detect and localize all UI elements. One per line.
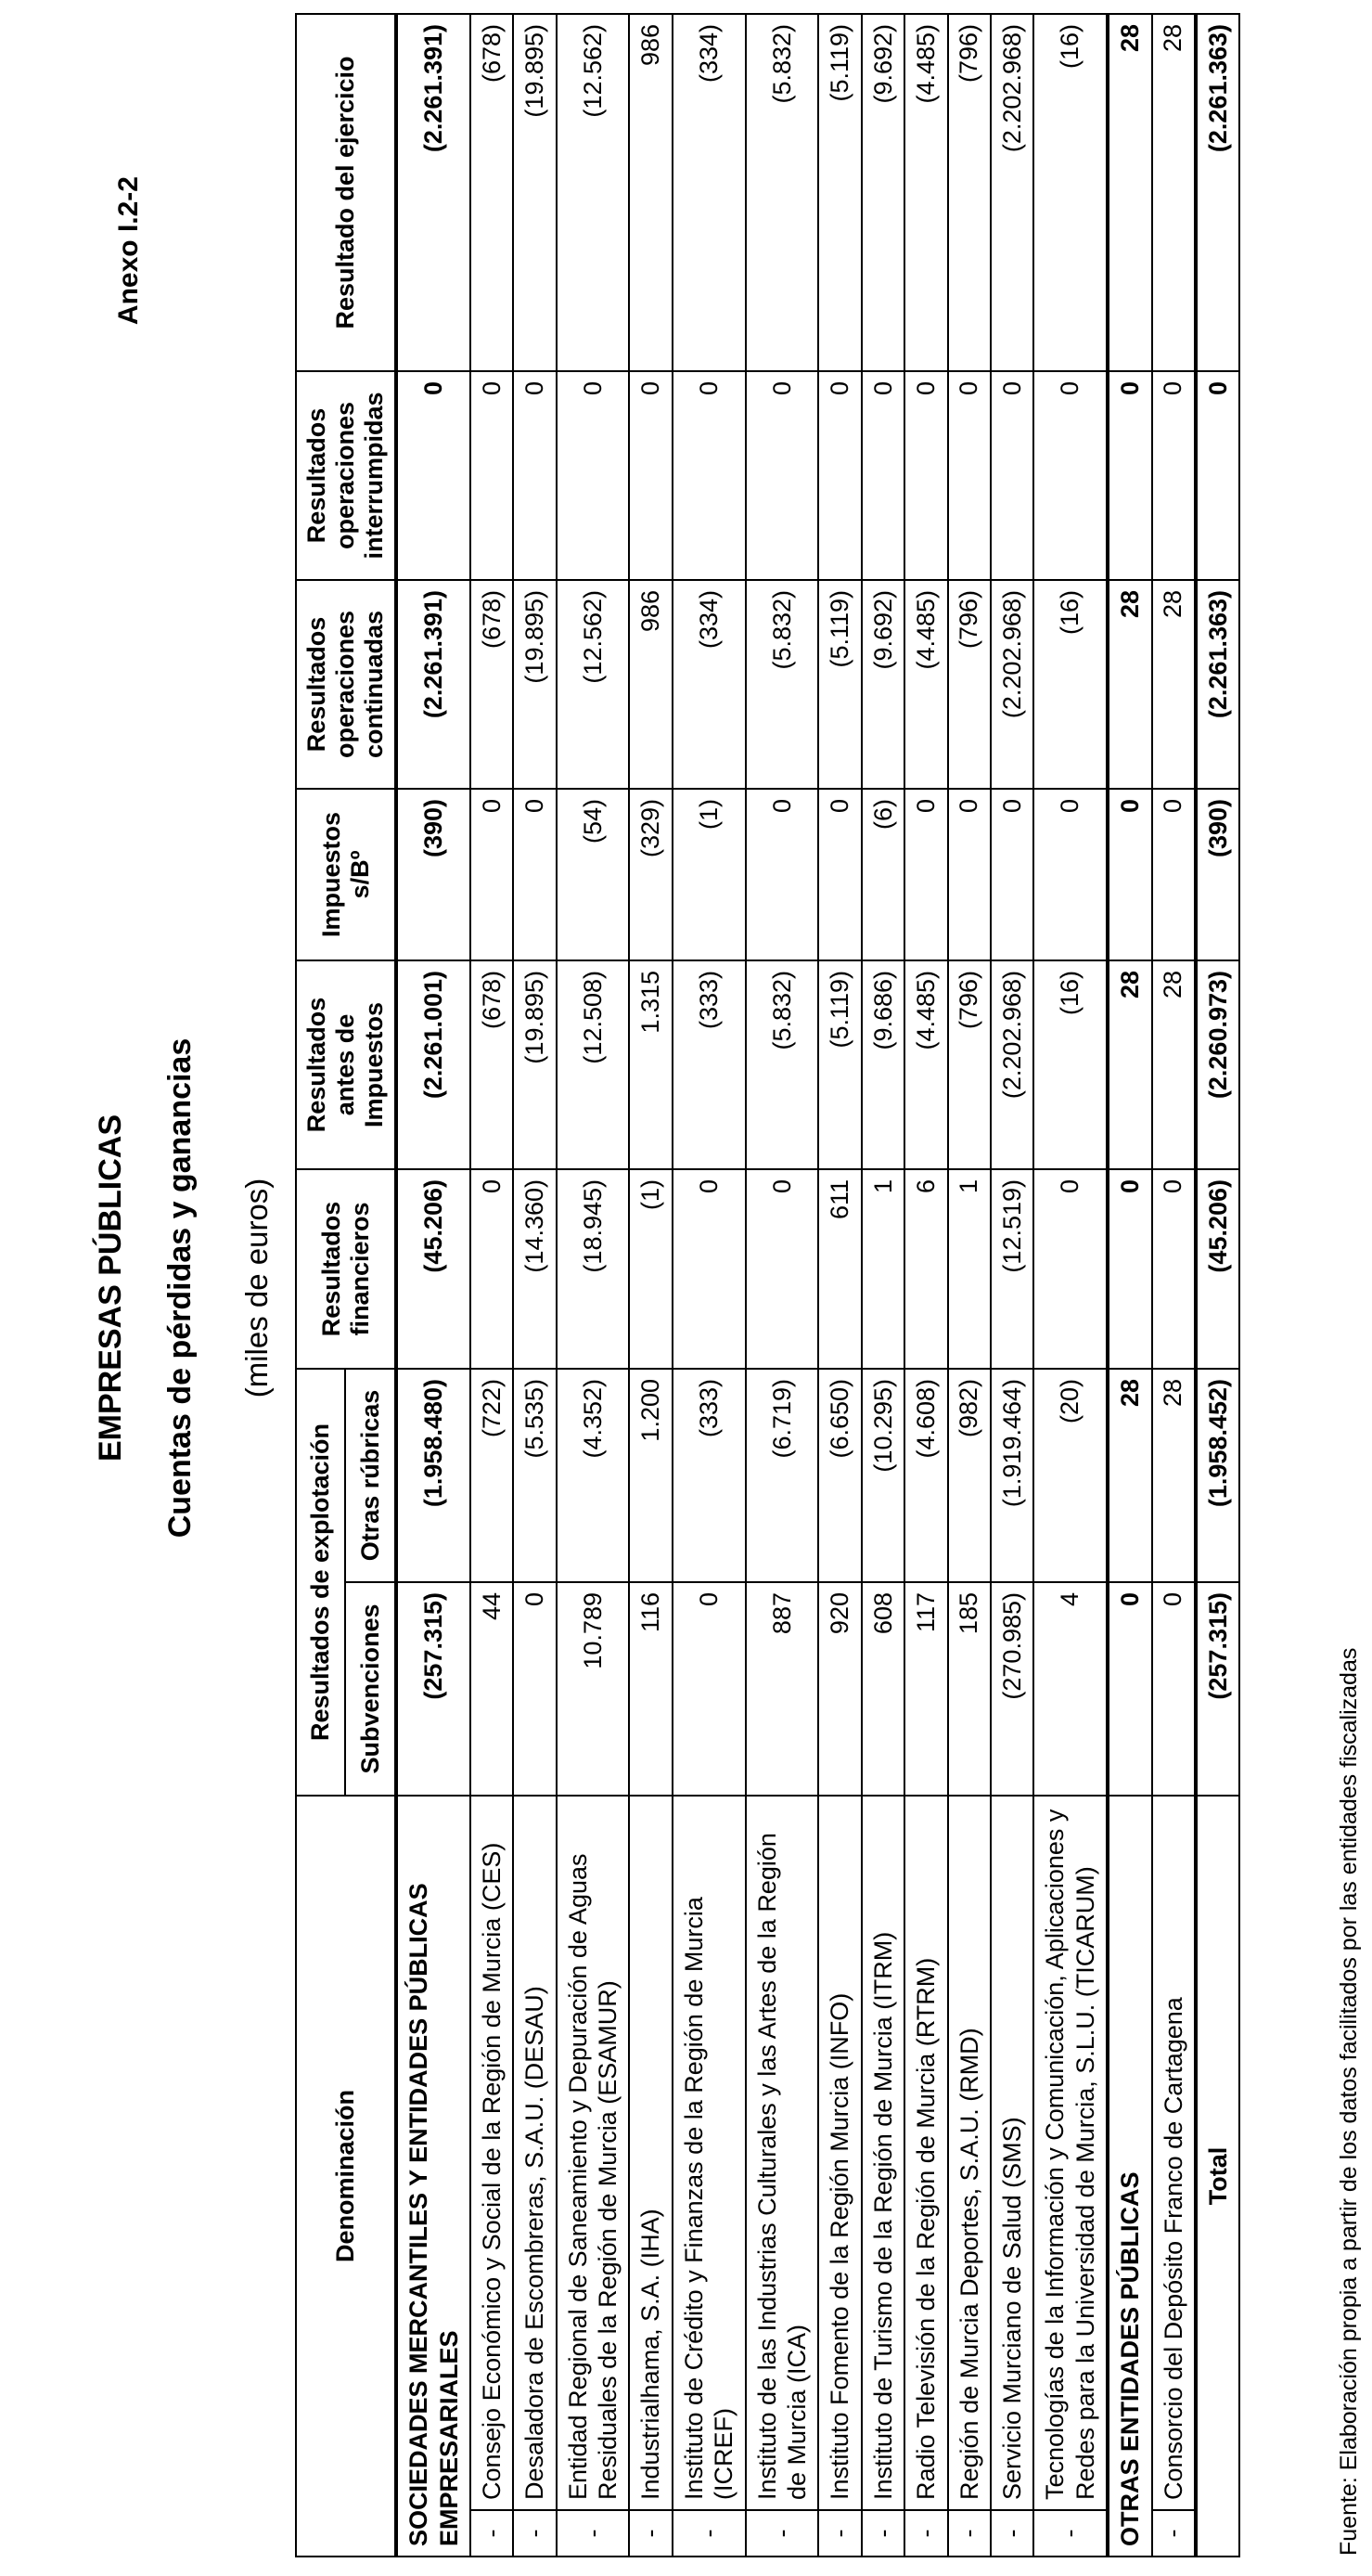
row-marker: - — [513, 2510, 556, 2557]
cell-value: (2.202.968) — [991, 580, 1033, 789]
cell-value: 4 — [1033, 1582, 1108, 1796]
cell-value: (796) — [948, 960, 991, 1169]
section-value: 28 — [1108, 960, 1151, 1169]
cell-value: (5.535) — [513, 1369, 556, 1582]
header-resultados-antes-impuestos: Resultados antes de Impuestos — [296, 960, 396, 1169]
cell-value: (678) — [470, 580, 513, 789]
cell-value: 920 — [818, 1582, 861, 1796]
cell-value: (19.895) — [513, 960, 556, 1169]
cell-value: 0 — [1033, 789, 1108, 960]
row-marker: - — [991, 2510, 1033, 2557]
cell-value: (4.352) — [557, 1369, 630, 1582]
cell-value: 986 — [629, 14, 672, 371]
row-marker: - — [746, 2510, 819, 2557]
entity-name: Entidad Regional de Saneamiento y Depuración de Aguas Residuales de la Región de Murcia (ESAMUR) — [557, 1796, 630, 2510]
cell-value: 0 — [470, 371, 513, 580]
cell-value: (4.608) — [904, 1369, 947, 1582]
table-row — [1033, 14, 1108, 2557]
cell-value: (5.832) — [746, 580, 819, 789]
row-marker: - — [470, 2510, 513, 2557]
cell-value: (5.119) — [818, 960, 861, 1169]
cell-value: (5.832) — [746, 960, 819, 1169]
cell-value: 0 — [818, 789, 861, 960]
table-row — [818, 14, 861, 2557]
cell-value: (2.202.968) — [991, 14, 1033, 371]
cell-value: (14.360) — [513, 1169, 556, 1369]
table-row — [673, 14, 746, 2557]
cell-value: (6) — [862, 789, 904, 960]
cell-value: (722) — [470, 1369, 513, 1582]
entity-name: Industrialhama, S.A. (IHA) — [629, 1796, 672, 2510]
table-row — [557, 14, 630, 2557]
cell-value: 0 — [673, 1582, 746, 1796]
cell-value: (334) — [673, 580, 746, 789]
cell-value: (9.692) — [862, 580, 904, 789]
entity-name: Consorcio del Depósito Franco de Cartagena — [1152, 1796, 1196, 2510]
page-title: EMPRESAS PÚBLICAS — [93, 1114, 128, 1462]
cell-value: (678) — [470, 960, 513, 1169]
cell-value: (54) — [557, 789, 630, 960]
row-marker: - — [948, 2510, 991, 2557]
cell-value: 10.789 — [557, 1582, 630, 1796]
cell-value: (6.719) — [746, 1369, 819, 1582]
total-value: (257.315) — [1196, 1582, 1239, 1796]
total-row — [1196, 14, 1239, 2557]
header-denominacion: Denominación — [296, 1796, 396, 2557]
cell-value: (16) — [1033, 580, 1108, 789]
cell-value: (5.832) — [746, 14, 819, 371]
cell-value: (9.692) — [862, 14, 904, 371]
cell-value: (5.119) — [818, 580, 861, 789]
section-value: (2.261.391) — [396, 14, 470, 371]
cell-value: 608 — [862, 1582, 904, 1796]
header-resultado-ejercicio: Resultado del ejercicio — [296, 14, 396, 371]
cell-value: 1.315 — [629, 960, 672, 1169]
total-value: (45.206) — [1196, 1169, 1239, 1369]
cell-value: (1) — [629, 1169, 672, 1369]
section-value: (45.206) — [396, 1169, 470, 1369]
cell-value: 0 — [746, 789, 819, 960]
cell-value: 986 — [629, 580, 672, 789]
cell-value: (329) — [629, 789, 672, 960]
row-marker: - — [1033, 2510, 1108, 2557]
entity-name: Tecnologías de la Información y Comunicación, Aplicaciones y Redes para la Universidad de Murcia, S.L.U. (TICARUM) — [1033, 1796, 1108, 2510]
header-resultados-explotacion: Resultados de explotación — [296, 1369, 345, 1796]
total-label: Total — [1196, 1796, 1239, 2557]
section-value: 28 — [1108, 14, 1151, 371]
section-row — [396, 14, 470, 2557]
row-marker: - — [1152, 2510, 1196, 2557]
section-value: (2.261.001) — [396, 960, 470, 1169]
entity-name: Instituto de las Industrias Culturales y las Artes de la Región de Murcia (ICA) — [746, 1796, 819, 2510]
section-value: 0 — [1108, 1169, 1151, 1369]
cell-value: 0 — [904, 371, 947, 580]
cell-value: (982) — [948, 1369, 991, 1582]
header-operaciones-continuadas: Resultados operaciones continuadas — [296, 580, 396, 789]
cell-value: 0 — [1033, 371, 1108, 580]
cell-value: 0 — [991, 371, 1033, 580]
row-marker: - — [904, 2510, 947, 2557]
entity-name: Región de Murcia Deportes, S.A.U. (RMD) — [948, 1796, 991, 2510]
cell-value: (4.485) — [904, 960, 947, 1169]
header-resultados-financieros: Resultados financieros — [296, 1169, 396, 1369]
cell-value: 0 — [1152, 789, 1196, 960]
section-value: 0 — [1108, 1582, 1151, 1796]
cell-value: (796) — [948, 14, 991, 371]
cell-value: (12.562) — [557, 580, 630, 789]
row-marker: - — [629, 2510, 672, 2557]
total-value: (2.261.363) — [1196, 14, 1239, 371]
section-value: 0 — [396, 371, 470, 580]
cell-value: 611 — [818, 1169, 861, 1369]
cell-value: 0 — [673, 371, 746, 580]
cell-value: (5.119) — [818, 14, 861, 371]
section-row — [1108, 14, 1151, 2557]
section-title: OTRAS ENTIDADES PÚBLICAS — [1108, 1796, 1151, 2557]
table-row — [1152, 14, 1196, 2557]
total-value: 0 — [1196, 371, 1239, 580]
cell-value: (12.508) — [557, 960, 630, 1169]
cell-value: 1 — [948, 1169, 991, 1369]
entity-name: Radio Televisión de la Región de Murcia (RTRM) — [904, 1796, 947, 2510]
header-row-1 — [296, 14, 345, 2557]
header-subvenciones: Subvenciones — [345, 1582, 396, 1796]
cell-value: 0 — [557, 371, 630, 580]
cell-value: 28 — [1152, 580, 1196, 789]
total-value: (2.260.973) — [1196, 960, 1239, 1169]
cell-value: 28 — [1152, 1369, 1196, 1582]
cell-value: 1 — [862, 1169, 904, 1369]
header-otras-rubricas: Otras rúbricas — [345, 1369, 396, 1582]
cell-value: 0 — [470, 1169, 513, 1369]
cell-value: (796) — [948, 580, 991, 789]
cell-value: 28 — [1152, 960, 1196, 1169]
cell-value: 1.200 — [629, 1369, 672, 1582]
entity-name: Consejo Económico y Social de la Región de Murcia (CES) — [470, 1796, 513, 2510]
units-label: (miles de euros) — [239, 1178, 274, 1398]
cell-value: (4.485) — [904, 580, 947, 789]
cell-value: 0 — [746, 371, 819, 580]
cell-value: 0 — [629, 371, 672, 580]
cell-value: 44 — [470, 1582, 513, 1796]
table-row — [904, 14, 947, 2557]
header-impuestos: Impuestos s/Bº — [296, 789, 396, 960]
cell-value: 0 — [1152, 371, 1196, 580]
total-value: (1.958.452) — [1196, 1369, 1239, 1582]
cell-value: 0 — [746, 1169, 819, 1369]
cell-value: 887 — [746, 1582, 819, 1796]
section-value: 0 — [1108, 789, 1151, 960]
table-row — [513, 14, 556, 2557]
cell-value: (20) — [1033, 1369, 1108, 1582]
cell-value: (16) — [1033, 14, 1108, 371]
cell-value: 185 — [948, 1582, 991, 1796]
table-row — [470, 14, 513, 2557]
row-marker: - — [557, 2510, 630, 2557]
cell-value: 0 — [1152, 1582, 1196, 1796]
cell-value: (678) — [470, 14, 513, 371]
cell-value: (270.985) — [991, 1582, 1033, 1796]
table-row — [948, 14, 991, 2557]
cell-value: (19.895) — [513, 14, 556, 371]
cell-value: 0 — [862, 371, 904, 580]
cell-value: (9.686) — [862, 960, 904, 1169]
section-title: SOCIEDADES MERCANTILES Y ENTIDADES PÚBLICAS EMPRESARIALES — [396, 1796, 470, 2557]
cell-value: (333) — [673, 960, 746, 1169]
header-operaciones-interrumpidas: Resultados operaciones interrumpidas — [296, 371, 396, 580]
cell-value: (18.945) — [557, 1169, 630, 1369]
source-note: Fuente: Elaboración propia a partir de los datos facilitados por las entidades fiscalizadas — [1336, 1647, 1362, 2556]
total-value: (390) — [1196, 789, 1239, 960]
cell-value: (12.519) — [991, 1169, 1033, 1369]
cell-value: 0 — [673, 1169, 746, 1369]
cell-value: 0 — [904, 789, 947, 960]
cell-value: 6 — [904, 1169, 947, 1369]
section-value: (1.958.480) — [396, 1369, 470, 1582]
cell-value: 0 — [818, 371, 861, 580]
table-row — [746, 14, 819, 2557]
row-marker: - — [818, 2510, 861, 2557]
table-row — [629, 14, 672, 2557]
cell-value: 0 — [513, 789, 556, 960]
entity-name: Servicio Murciano de Salud (SMS) — [991, 1796, 1033, 2510]
cell-value: 0 — [948, 789, 991, 960]
cell-value: 116 — [629, 1582, 672, 1796]
table-row — [862, 14, 904, 2557]
cell-value: (16) — [1033, 960, 1108, 1169]
cell-value: (19.895) — [513, 580, 556, 789]
page-subtitle: Cuentas de pérdidas y ganancias — [162, 1037, 198, 1539]
row-marker: - — [673, 2510, 746, 2557]
cell-value: (1) — [673, 789, 746, 960]
table-row — [991, 14, 1033, 2557]
cell-value: (12.562) — [557, 14, 630, 371]
table-body — [396, 14, 1239, 2557]
cell-value: (334) — [673, 14, 746, 371]
section-value: (257.315) — [396, 1582, 470, 1796]
section-value: (390) — [396, 789, 470, 960]
cell-value: 0 — [1033, 1169, 1108, 1369]
cell-value: (333) — [673, 1369, 746, 1582]
cell-value: 0 — [470, 789, 513, 960]
cell-value: 0 — [1152, 1169, 1196, 1369]
cell-value: 0 — [513, 371, 556, 580]
row-marker: - — [862, 2510, 904, 2557]
cell-value: 0 — [948, 371, 991, 580]
section-value: (2.261.391) — [396, 580, 470, 789]
results-table — [295, 13, 1240, 2557]
cell-value: 0 — [513, 1582, 556, 1796]
section-value: 0 — [1108, 371, 1151, 580]
cell-value: (4.485) — [904, 14, 947, 371]
annex-label: Anexo I.2-2 — [113, 176, 144, 326]
entity-name: Instituto Fomento de la Región Murcia (INFO) — [818, 1796, 861, 2510]
cell-value: 0 — [991, 789, 1033, 960]
entity-name: Instituto de Crédito y Finanzas de la Región de Murcia (ICREF) — [673, 1796, 746, 2510]
entity-name: Desaladora de Escombreras, S.A.U. (DESAU) — [513, 1796, 556, 2510]
cell-value: (6.650) — [818, 1369, 861, 1582]
cell-value: 117 — [904, 1582, 947, 1796]
cell-value: (10.295) — [862, 1369, 904, 1582]
cell-value: (2.202.968) — [991, 960, 1033, 1169]
cell-value: (1.919.464) — [991, 1369, 1033, 1582]
entity-name: Instituto de Turismo de la Región de Murcia (ITRM) — [862, 1796, 904, 2510]
cell-value: 28 — [1152, 14, 1196, 371]
section-value: 28 — [1108, 580, 1151, 789]
section-value: 28 — [1108, 1369, 1151, 1582]
total-value: (2.261.363) — [1196, 580, 1239, 789]
